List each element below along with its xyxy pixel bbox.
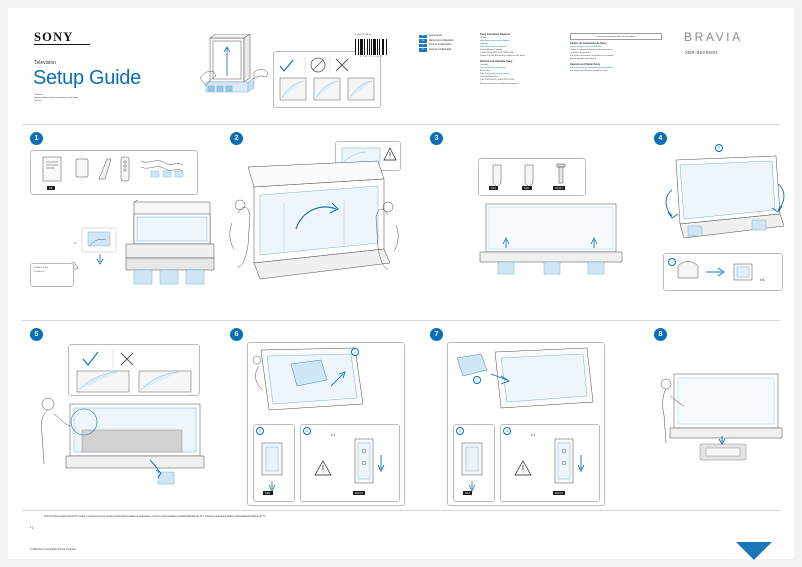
language-code: PT xyxy=(419,48,427,52)
step3-part-label: SM1 xyxy=(524,186,530,190)
support-es-header: Centro de Asistencia de Sony xyxy=(570,42,607,45)
language-label: Guia de Configuração xyxy=(429,49,452,52)
support-en-header: Sony Customer Support xyxy=(480,33,510,36)
row-divider xyxy=(22,320,780,321)
accessory-part-label: AB xyxy=(49,186,53,190)
step4-qty: x 6 xyxy=(760,278,765,282)
page-title: Setup Guide xyxy=(33,67,141,89)
footnote-marker-text: *1 xyxy=(30,526,34,530)
step6-detail-panel-3 xyxy=(300,424,400,502)
support-fr-line: Canada États-Unis xyxy=(480,76,499,79)
step6-part-label: SM1 xyxy=(265,491,271,495)
step6-detail-panel-2 xyxy=(253,424,295,502)
step7-callout-1: 1 xyxy=(473,376,481,384)
language-index xyxy=(419,34,454,52)
header-divider xyxy=(22,124,780,125)
step1-main-illustration xyxy=(30,200,215,308)
doc-number: 5-034-752-98(1) xyxy=(355,34,371,36)
step7-qty: x 2 xyxy=(531,433,536,437)
support-fr-header: Service à la clientèle Sony xyxy=(480,60,513,64)
support-es-line: http://esupport.sony.com/ES/LA/ xyxy=(570,45,602,48)
step8-main-illustration xyxy=(656,358,788,498)
step7-part-label: M6x32 xyxy=(555,491,564,495)
read-manual-note: Lea este manual antes de usar el producto xyxy=(570,33,662,40)
step1-weight-line1: 5.5 lb/to 5.5 lb in xyxy=(34,267,48,269)
sony-mark-icon xyxy=(734,540,774,567)
step3-part-label: M6x12 xyxy=(555,186,564,190)
step3-part-label: SA2 xyxy=(491,186,497,190)
barcode xyxy=(355,39,405,55)
sony-logo-underline xyxy=(34,44,90,45)
subtitle-fr: Téléviseur xyxy=(34,94,43,96)
step6-qty: x 2 xyxy=(331,433,336,437)
sony-logo: SONY xyxy=(34,30,74,44)
step4-detail-panel xyxy=(663,253,783,291)
step-number-4: 4 xyxy=(654,132,667,145)
step-number-2: 2 xyxy=(230,132,243,145)
language-label: Guía de configuración xyxy=(429,44,452,47)
step3-parts-panel xyxy=(478,158,586,196)
step7-detail-panel-3 xyxy=(453,424,495,502)
step3-main-illustration xyxy=(470,198,630,303)
support-fr-line: 1-877-899-SONY 1-800-222-SONY xyxy=(480,79,515,82)
step7-main-illustration xyxy=(451,346,601,412)
support-en-line: http://www.sony.ca/support xyxy=(480,45,506,48)
setup-guide-page xyxy=(8,8,794,559)
step7-callout-3: 3 xyxy=(456,427,464,435)
support-fr-line: États-Unis xyxy=(480,70,491,73)
step-number-1: 1 xyxy=(30,132,43,145)
support-es-line: Por favor no devuelva el producto a la tienda xyxy=(570,54,614,57)
step6-main-illustration xyxy=(251,346,401,412)
step-number-7: 7 xyxy=(430,328,443,341)
step6-callout-3: 3 xyxy=(303,427,311,435)
step4-callout-1: 1 xyxy=(668,258,676,266)
header-unboxing-illustration xyxy=(196,34,272,109)
step4-main-illustration xyxy=(656,154,788,254)
step6-callout-2: 2 xyxy=(256,427,264,435)
step7-callout-4: 4 xyxy=(503,427,511,435)
support-es-line: Llame al número telefónico que aparece en xyxy=(570,48,613,51)
language-label: Manuel de configuration xyxy=(429,39,454,42)
support-es xyxy=(570,42,662,73)
step1-weight-line2: [76 kg/6 cm] xyxy=(34,271,45,273)
bravia-wordmark: BRAVIA xyxy=(684,30,743,44)
language-row xyxy=(419,48,454,53)
step5-main-illustration xyxy=(30,360,210,500)
subtitle-pt: Televisor xyxy=(34,100,42,102)
support-fr-line: Canada xyxy=(480,64,488,67)
support-en-line: 1-800-222-SONY 1-877-899-SONY xyxy=(480,52,515,55)
language-code: EN xyxy=(419,35,427,39)
step-number-6: 6 xyxy=(230,328,243,341)
language-code: FR xyxy=(419,39,427,43)
language-label: Setup Guide xyxy=(429,35,442,38)
support-fr-line: http://www.sony.ca/support xyxy=(480,67,506,70)
step1-accessories-panel xyxy=(30,150,198,195)
step6-part-label: M6x32 xyxy=(355,491,364,495)
support-fr-line: http://www.sony.com/tvsupport xyxy=(480,73,510,76)
step4-callout-2: 2 xyxy=(715,144,723,152)
support-en-line: United States, Canada xyxy=(480,49,503,52)
support-en-line: Please Do Not Return the Product to the Store xyxy=(480,55,525,58)
footnote-marker xyxy=(30,516,44,534)
step-number-8: 8 xyxy=(654,328,667,341)
step-number-5: 5 xyxy=(30,328,43,341)
support-fr-line: Ne retournez pas le produit au magasin xyxy=(480,82,519,85)
support-pt-line: Por favor, não devolva o produto à loja xyxy=(570,69,608,72)
support-pt-header: Suporte ao Cliente Sony xyxy=(570,63,600,67)
language-code: ES xyxy=(419,44,427,48)
support-es-line: su póliza de garantía. xyxy=(570,51,591,54)
footer-divider xyxy=(22,510,780,511)
category-label: Television xyxy=(34,60,56,66)
step7-part-label: SA2 xyxy=(465,491,471,495)
step2-main-illustration xyxy=(224,153,404,308)
step6-callout-1: 1 xyxy=(351,348,359,356)
subtitle-es: Televisor digital a color con pantalla de cristal líquido xyxy=(34,97,79,99)
step7-detail-panel-4 xyxy=(500,424,600,502)
model-number: XBR-85X950H xyxy=(685,50,718,55)
copyright: © 2020 Sony Corporation Printed in Mexico xyxy=(30,548,77,551)
support-en xyxy=(480,33,565,86)
barcode-number: 5-034-752-98(1) xyxy=(360,56,383,58)
support-en-line: Canada xyxy=(480,42,488,45)
support-en-line: U.S.A. xyxy=(480,36,487,39)
step1-weight-note-panel xyxy=(30,263,74,287)
support-en-line: http://www.sony.com/tvsupport xyxy=(480,39,510,42)
step1-footnote-marker: *1 xyxy=(74,242,77,245)
header-dos-donts-panel xyxy=(273,51,381,108)
support-pt-line: https://www.sony.com.br/electronics/support xyxy=(570,66,613,69)
footnote-text: Only for limited region/country/TV model. / Uniquement pour certains région/pays/modèles de téléviseurs. / Solo en regiones/países limitados/Modelo de TV. / Somente para determinados regiões/países/modelos de TV. xyxy=(44,516,266,518)
step-number-3: 3 xyxy=(430,132,443,145)
support-es-line: donde adquirió el producto. xyxy=(570,58,597,61)
